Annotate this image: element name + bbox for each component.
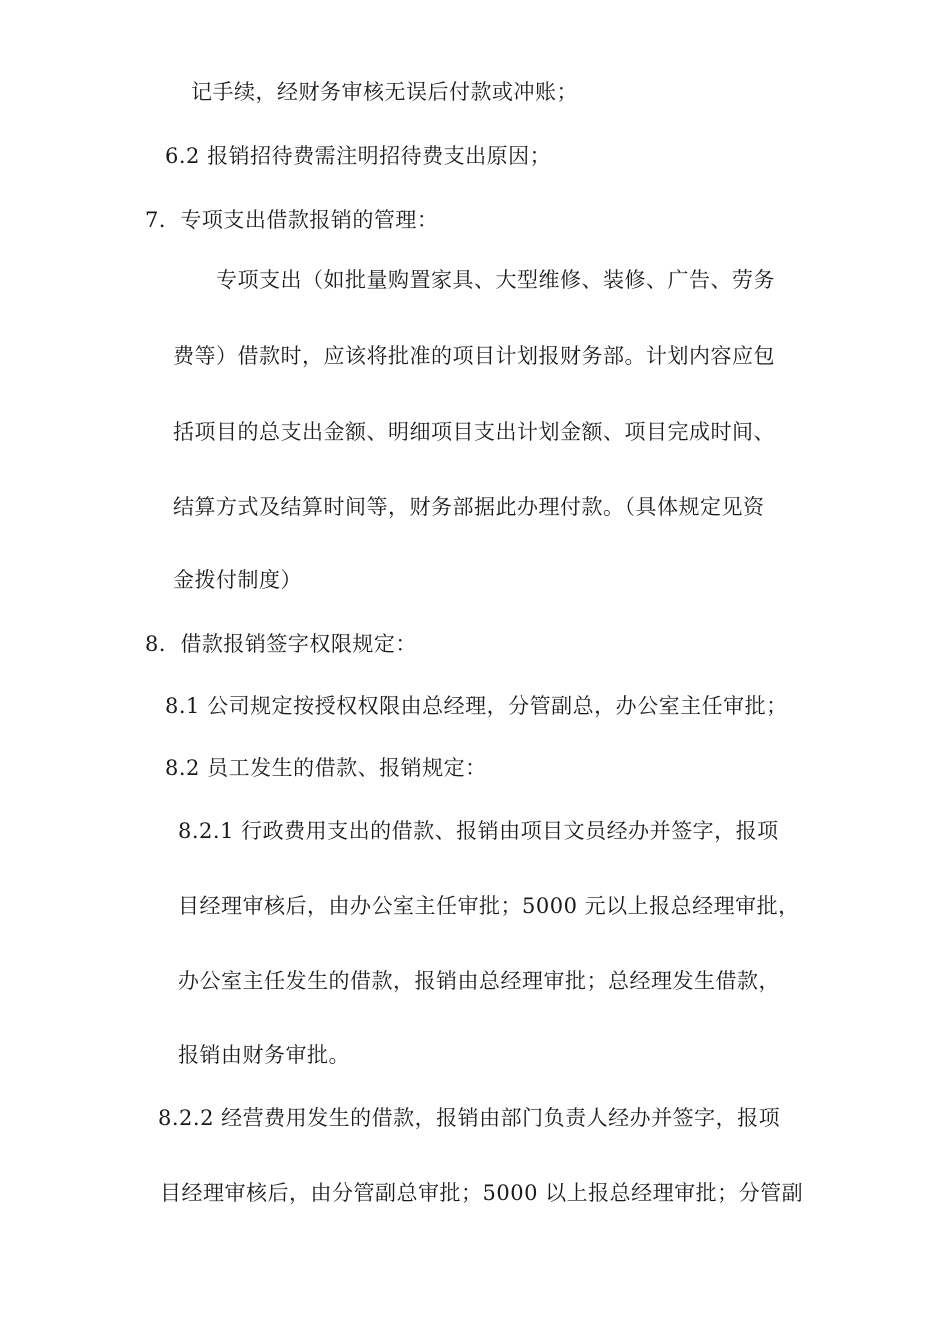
text-line: 目经理审核后，由办公室主任审批；5000 元以上报总经理审批， xyxy=(178,894,800,918)
text-line: 目经理审核后，由分管副总审批；5000 以上报总经理审批；分管副 xyxy=(160,1181,804,1205)
text-line: 8.2.1 行政费用支出的借款、报销由项目文员经办并签字，报项 xyxy=(178,819,779,843)
text-line: 8.1 公司规定按授权权限由总经理，分管副总，办公室主任审批； xyxy=(165,694,788,718)
text-line: 办公室主任发生的借款，报销由总经理审批；总经理发生借款， xyxy=(178,969,780,993)
text-line: 金拨付制度） xyxy=(173,568,302,592)
text-line: 报销由财务审批。 xyxy=(178,1043,350,1067)
text-line: 记手续，经财务审核无误后付款或冲账； xyxy=(191,80,578,104)
section-heading: 7．专项支出借款报销的管理： xyxy=(145,208,439,232)
text-line: 结算方式及结算时间等，财务部据此办理付款。（具体规定见资 xyxy=(173,495,765,519)
text-line: 6.2 报销招待费需注明招待费支出原因； xyxy=(165,144,552,168)
section-heading: 8．借款报销签字权限规定： xyxy=(145,632,417,656)
text-line: 费等）借款时，应该将批准的项目计划报财务部。计划内容应包 xyxy=(173,344,775,368)
text-line: 专项支出（如批量购置家具、大型维修、装修、广告、劳务 xyxy=(216,268,775,292)
text-line: 8.2.2 经营费用发生的借款，报销由部门负责人经办并签字，报项 xyxy=(158,1106,781,1130)
text-line: 8.2 员工发生的借款、报销规定： xyxy=(165,756,487,780)
text-line: 括项目的总支出金额、明细项目支出计划金额、项目完成时间、 xyxy=(173,420,775,444)
